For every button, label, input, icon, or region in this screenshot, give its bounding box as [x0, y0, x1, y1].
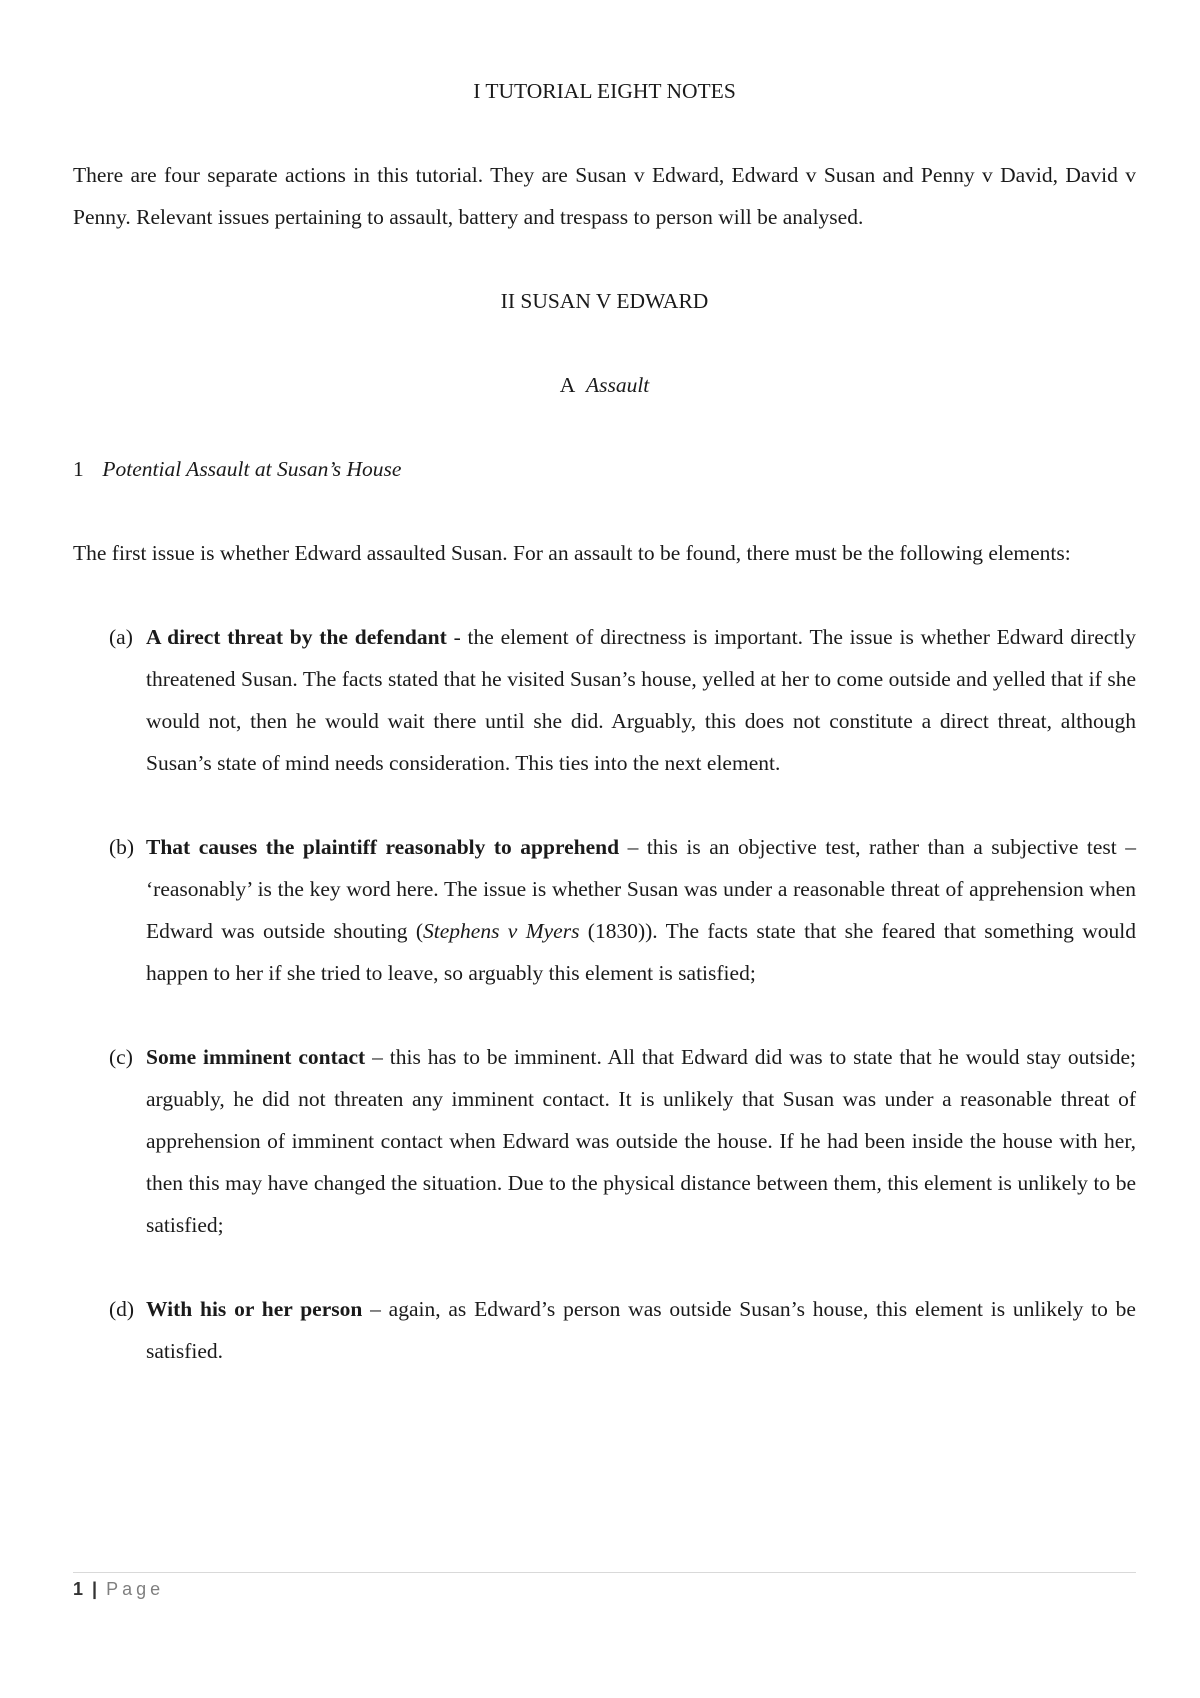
list-item	[73, 1288, 1136, 1372]
elements-list	[73, 616, 1136, 1372]
section-heading: II SUSAN V EDWARD	[500, 289, 709, 313]
list-marker: (b)	[109, 835, 135, 859]
element-text: – again, as Edward’s person was outside Susan’s house, this element is unlikely to be satisfied.	[146, 1297, 1136, 1363]
subsubsection-number: 1	[73, 457, 84, 481]
page-content	[73, 70, 1136, 1414]
element-text-continued: (1830)). The facts state that she feared that something would happen to her if she tried to leave, so arguably this element is satisfied;	[146, 919, 1136, 985]
page-footer	[73, 1572, 1136, 1600]
subsection-title: Assault	[585, 373, 650, 397]
intro-paragraph: There are four separate actions in this tutorial. They are Susan v Edward, Edward v Susan and Penny v David, David v Penny. Relevant issues pertaining to assault, battery and trespass to person will be analysed.	[73, 163, 1136, 229]
element-heading: With his or her person	[146, 1297, 363, 1321]
list-item	[73, 826, 1136, 994]
subsection-heading	[73, 364, 1136, 406]
element-text: – this has to be imminent. All that Edward did was to state that he would stay outside; arguably, he did not threaten any imminent contact. It is unlikely that Susan was under a reasonable threat of apprehension of imminent contact when Edward was outside the house. If he had been inside the house with her, then this may have changed the situation. Due to the physical distance between them, this element is unlikely to be satisfied;	[146, 1045, 1136, 1237]
element-heading: Some imminent contact	[146, 1045, 366, 1069]
list-marker: (a)	[109, 625, 133, 649]
element-heading: That causes the plaintiff reasonably to apprehend	[146, 835, 620, 859]
footer-separator: |	[92, 1579, 98, 1599]
issue-paragraph: The first issue is whether Edward assaulted Susan. For an assault to be found, there must be the following elements:	[73, 541, 1071, 565]
subsubsection-title: Potential Assault at Susan’s House	[102, 457, 402, 481]
page-label: Page	[106, 1579, 165, 1599]
list-marker: (d)	[109, 1297, 135, 1321]
document-title: I TUTORIAL EIGHT NOTES	[473, 79, 736, 103]
list-item	[73, 616, 1136, 784]
case-citation: Stephens v Myers	[423, 919, 580, 943]
list-marker: (c)	[109, 1045, 133, 1069]
subsubsection-heading	[73, 448, 1136, 490]
page-number: 1	[73, 1579, 84, 1599]
element-heading: A direct threat by the defendant	[146, 625, 447, 649]
element-text: - the element of directness is important. The issue is whether Edward directly threatened Susan. The facts stated that he visited Susan’s house, yelled at her to come outside and yelled that if she would not, then he would wait there until she did. Arguably, this does not constitute a direct threat, although Susan’s state of mind needs consideration. This ties into the next element.	[146, 625, 1136, 775]
element-text: – this is an objective test, rather than a subjective test – ‘reasonably’ is the key word here. The issue is whether Susan was under a reasonable threat of apprehension when Edward was outside shouting (	[146, 835, 1136, 943]
list-item	[73, 1036, 1136, 1246]
subsection-letter: A	[559, 373, 576, 397]
